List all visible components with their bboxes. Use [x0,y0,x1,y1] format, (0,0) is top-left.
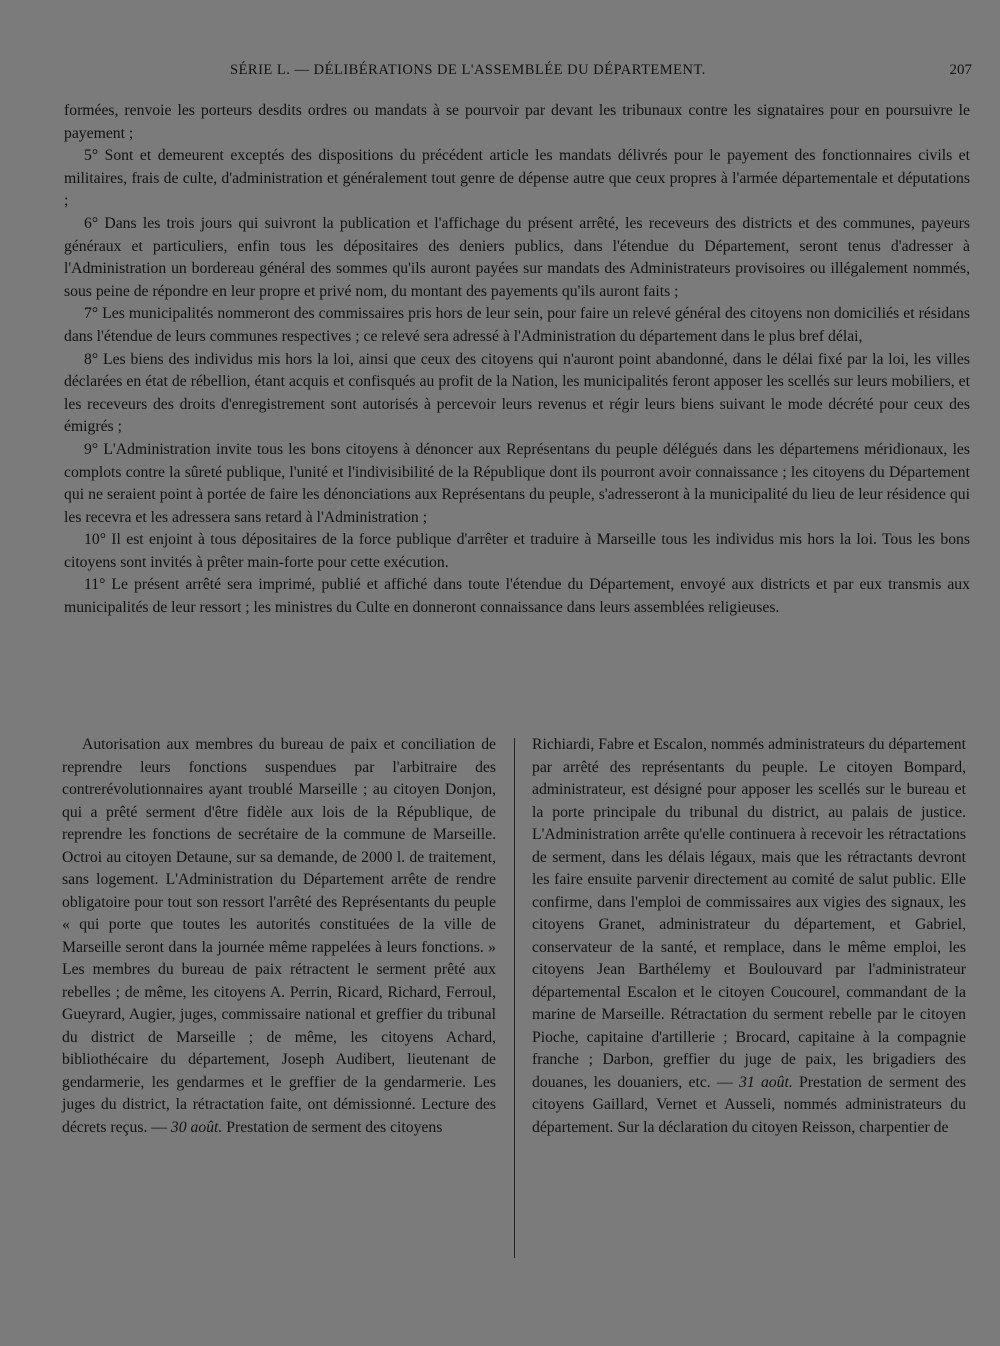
running-head: SÉRIE L. — DÉLIBÉRATIONS DE L'ASSEMBLÉE DU DÉPARTEMENT. [230,62,706,78]
page-header [60,62,972,82]
right-column-text [532,734,966,1139]
left-text-a: Autorisation aux membres du bureau de paix et conciliation de reprendre leurs fonctions suspendues par l'arbitraire des contrerévolutionnaires ayant troublé Marseille ; au citoyen Donjon, qui a prêté serment d'être fidèle aux lois de la République, de reprendre les fonctions de secrétaire de la commune de Marseille. Octroi au citoyen Detaune, sur sa demande, de 2000 l. de traitement, sans logement. L'Administration du Département arrête de rendre obligatoire pour tout son ressort l'arrêté des Représentants du peuple « qui porte que toutes les autorités constituées de la ville de Marseille seront dans la journée même rappelées à leurs fonctions. » Les membres du bureau de paix rétractent le serment prêté aux rebelles ; de même, les citoyens A. Perrin, Ricard, Richard, Ferroul, Gueyrard, Augier, juges, commissaire national et greffier du tribunal du district de Marseille ; de même, les citoyens Achard, bibliothécaire du département, Joseph Audibert, lieutenant de gendarmerie, les gendarmes et le greffier de la gendarmerie. Les juges du district, la rétractation faite, ont démissionné. Lecture des décrets reçus. — [62,736,496,1136]
column-divider [514,738,515,1258]
article-10: 10° Il est enjoint à tous dépositaires de la force publique d'arrêter et traduire à Marseille tous les individus mis hors la loi. Tous les bons citoyens sont invités à prêter main-forte pour cette exécution. [64,531,970,571]
right-text-a: Richiardi, Fabre et Escalon, nommés administrateurs du département par arrêté des représentants du peuple. Le citoyen Bompard, administrateur, est désigné pour apposer les scellés sur le bureau et la porte principale du tribunal du district, au palais de justice. L'Administration arrête qu'elle continuera à recevoir les rétractations de serment, dans les délais légaux, mais que les rétractants devront les faire ensuite parvenir directement au comité de salut public. Elle confirme, dans l'emploi de commissaires aux vigies des signaux, les citoyens Granet, administrateur du département, et Gabriel, conservateur de la santé, et remplace, dans le même emploi, les citoyens Jean Barthélemy et Boulouvard par l'administrateur départemental Escalon et le citoyen Coucourel, commandant de la marine de Marseille. Rétractation du serment rebelle par le citoyen Pioche, capitaine d'artillerie ; Brocard, capitaine à la compagnie franche ; Darbon, greffier du juge de paix, les brigadiers des douanes, les douaniers, etc. — [532,736,966,1091]
left-date: 30 août. [170,1118,223,1136]
article-6: 6° Dans les trois jours qui suivront la publication et l'affichage du présent arrêté, les receveurs des districts et des communes, payeurs généraux et particuliers, enfin tous les dépositaires des deniers publics, dans l'étendue du Département, seront tenus d'adresser à l'Administration un bordereau général des sommes qu'ils auront payées sur mandats des Administrateurs provisoires ou illégalement nommés, sous peine de répondre en leur propre et privé nom, du montant des payements qu'ils auront faits ; [64,214,970,300]
right-column [532,734,966,1139]
article-11: 11° Le présent arrêté sera imprimé, publié et affiché dans toute l'étendue du Département, envoyé aux districts et par eux transmis aux municipalités de leur ressort ; les ministres du Culte en donneront connaissance dans leurs assemblées religieuses. [64,576,970,617]
article-5: 5° Sont et demeurent exceptés des dispositions du précédent article les mandats délivrés pour le payement des fonctionnaires civils et militaires, frais de culte, d'administration et généralement tout genre de dépense autre que ceux propres à l'armée départementale et députations ; [64,147,970,210]
page-number: 207 [949,62,972,78]
right-text-b: Prestation de serment des citoyens Gaillard, Vernet et Ausseli, nommés administrateurs du département. Sur la déclaration du citoyen Reisson, charpentier de [532,1073,966,1136]
paragraph-continuation: formées, renvoie les porteurs desdits ordres ou mandats à se pourvoir par devant les tribunaux contre les signataires pour en poursuivre le payement ; [64,102,970,142]
left-text-b: Prestation de serment des citoyens [222,1118,443,1136]
decree-articles [64,100,970,620]
article-9: 9° L'Administration invite tous les bons citoyens à dénoncer aux Représentans du peuple délégués dans les départemens méridionaux, les complots contre la sûreté publique, l'unité et l'indivisibilité de la République dont ils pourront avoir connaissance ; les citoyens du Département qui ne seraient point à portée de faire les dénonciations aux Représentans du peuple, s'adresseront à la municipalité du lieu de leur résidence qui les recevra et les adressera sans retard à l'Administration ; [64,440,970,526]
left-column-text [62,734,496,1139]
article-7: 7° Les municipalités nommeront des commissaires pris hors de leur sein, pour faire un relevé général des citoyens non domiciliés et résidans dans l'étendue de leurs communes respectives ; ce relevé sera adressé à l'Administration du département dans le plus bref délai, [64,305,970,345]
right-date: 31 août. [738,1073,793,1091]
left-column [62,734,496,1139]
article-8: 8° Les biens des individus mis hors la loi, ainsi que ceux des citoyens qui n'auront point abandonné, dans le délai fixé par la loi, les villes déclarées en état de rébellion, étant acquis et confisqués au profit de la Nation, les municipalités feront apposer les scellés sur leurs mobiliers, et les receveurs des droits d'enregistrement sont autorisés à percevoir leurs revenus et régir leurs biens suivant le mode décrété pour ceux des émigrés ; [64,350,970,436]
